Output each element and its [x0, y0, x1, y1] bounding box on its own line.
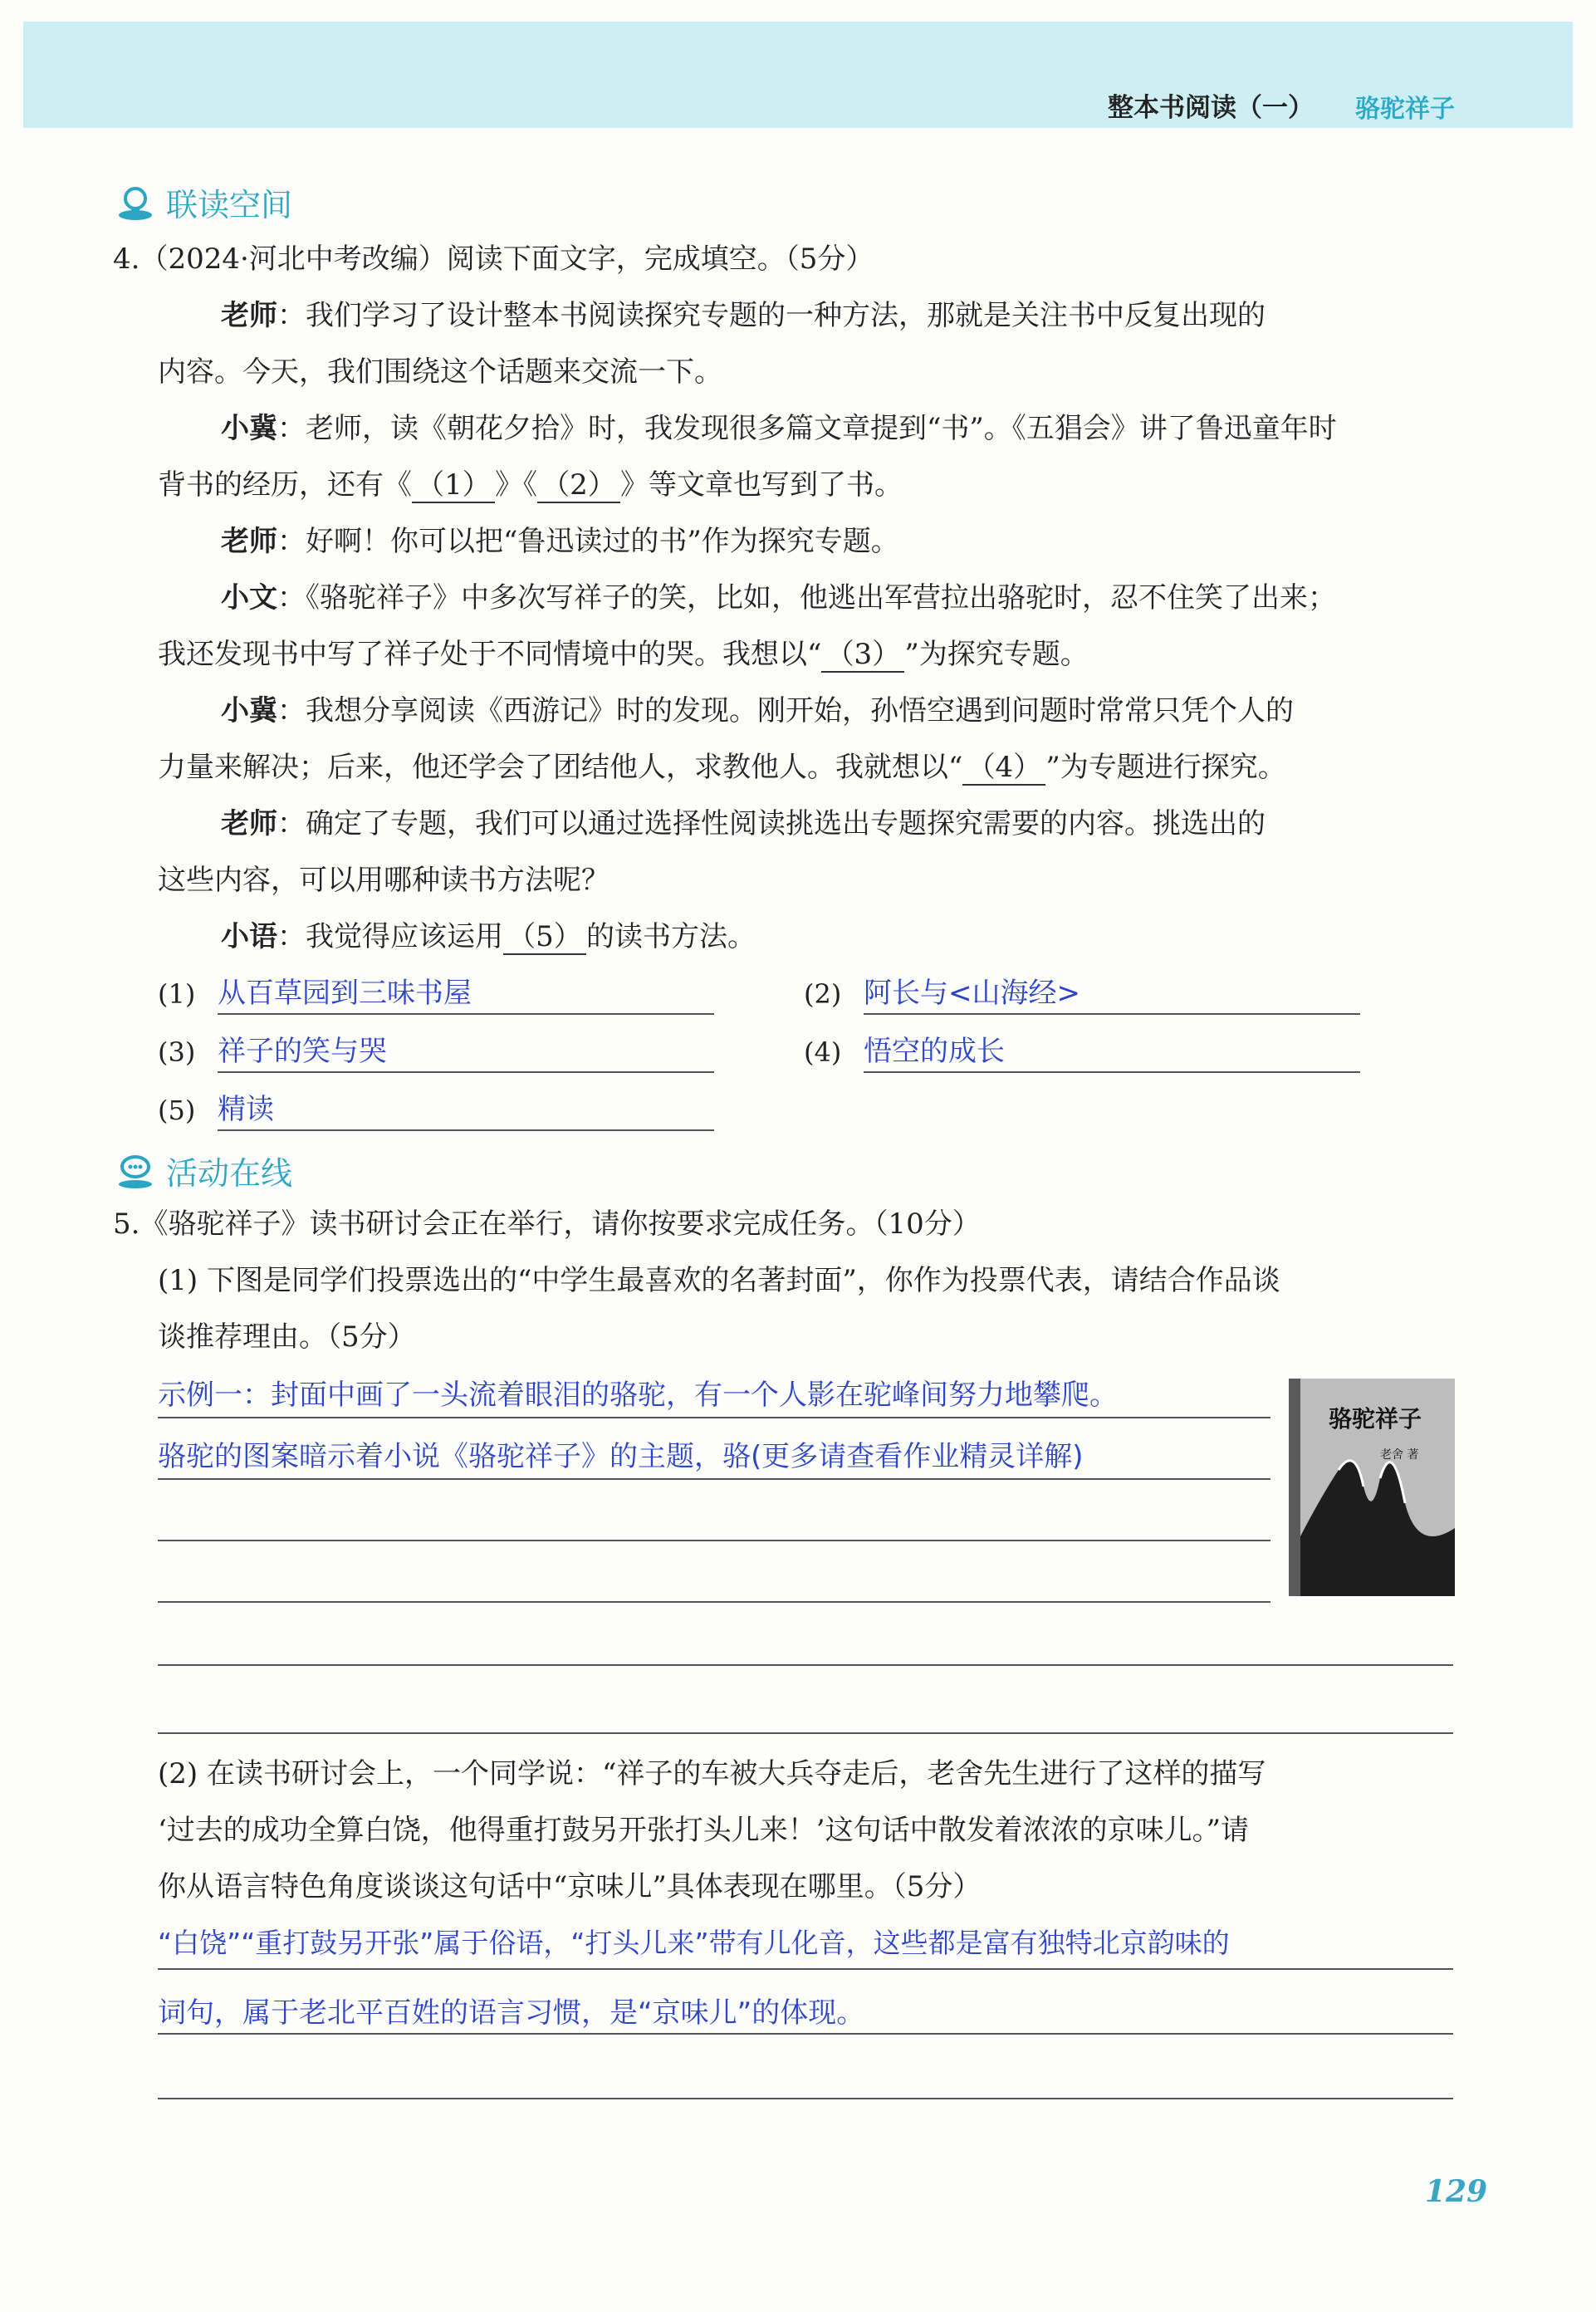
answer-num-4: (4) — [804, 1036, 842, 1068]
q5-part1-line-d — [158, 1601, 1270, 1603]
answer-num-2: (2) — [804, 978, 842, 1010]
answer-1: 从百草园到三味书屋 — [218, 977, 472, 1010]
q5-part1-line-f — [158, 1732, 1453, 1734]
answer-line-2 — [864, 1013, 1360, 1015]
q5-part1-line-c — [158, 1540, 1270, 1541]
q5-part1-line-e — [158, 1664, 1453, 1666]
answer-num-3: (3) — [158, 1036, 196, 1068]
q5-part1-line-b — [158, 1478, 1270, 1480]
q5-stem: 5.《骆驼祥子》读书研讨会正在举行，请你按要求完成任务。（10分） — [113, 1207, 981, 1241]
bulb-icon — [116, 184, 154, 222]
q4-line7: 我还发现书中写了祥子处于不同情境中的哭。我想以“ （3） ”为探究专题。 — [158, 638, 1089, 671]
q5-part2-line-b — [158, 2033, 1453, 2035]
blank-3: （3） — [821, 638, 904, 673]
header-band — [23, 22, 1573, 128]
answer-2: 阿长与<山海经> — [864, 977, 1080, 1010]
q4-line12: 小语：我觉得应该运用 （5） 的读书方法。 — [221, 920, 756, 953]
q4-stem: 4.（2024·河北中考改编）阅读下面文字，完成填空。（5分） — [113, 242, 874, 276]
q5-part2-answer-1: “白饶”“重打鼓另开张”属于俗语，“打头儿来”带有儿化音，这些都是富有独特北京韵味的 — [158, 1927, 1230, 1959]
q5-part1-line1: (1) 下图是同学们投票选出的“中学生最喜欢的名著封面”，你作为投票代表，请结合作品谈 — [158, 1264, 1280, 1297]
q5-part2-line-a — [158, 1968, 1453, 1970]
svg-text:骆驼祥子: 骆驼祥子 — [1329, 1405, 1422, 1433]
q4-line1: 老师：我们学习了设计整本书阅读探究专题的一种方法，那就是关注书中反复出现的 — [221, 299, 1266, 332]
header-subtitle: 骆驼祥子 — [1355, 95, 1455, 124]
page-number: 129 — [1425, 2174, 1488, 2209]
q4-line9: 力量来解决；后来，他还学会了团结他人，求教他人。我就想以“ （4） ”为专题进行探究。 — [158, 751, 1286, 784]
q5-part2-line3: 你从语言特色角度谈谈这句话中“京味儿”具体表现在哪里。（5分） — [158, 1870, 982, 1903]
q4-line2: 内容。今天，我们围绕这个话题来交流一下。 — [158, 355, 722, 389]
q5-part2-line-c — [158, 2098, 1453, 2099]
q5-part1-line-a — [158, 1417, 1270, 1418]
q5-part1-answer-1: 示例一：封面中画了一头流着眼泪的骆驼，有一个人影在驼峰间努力地攀爬。 — [158, 1379, 1118, 1412]
blank-5: （5） — [503, 920, 586, 955]
answer-num-1: (1) — [158, 978, 196, 1010]
q4-line10: 老师：确定了专题，我们可以通过选择性阅读挑选出专题探究需要的内容。挑选出的 — [221, 807, 1266, 840]
q4-line11: 这些内容，可以用哪种读书方法呢？ — [158, 864, 610, 897]
section-title-huo-dong: 活动在线 — [116, 1148, 292, 1193]
q4-line3: 小冀：老师，读《朝花夕拾》时，我发现很多篇文章提到“书”。《五猖会》讲了鲁迅童年时 — [221, 412, 1337, 445]
q4-line6: 小文：《骆驼祥子》中多次写祥子的笑，比如，他逃出军营拉出骆驼时，忍不住笑了出来； — [221, 581, 1336, 615]
answer-4: 悟空的成长 — [864, 1035, 1005, 1068]
answer-line-3 — [218, 1071, 714, 1073]
q5-part1-answer-2: 骆驼的图案暗示着小说《骆驼祥子》的主题，骆(更多请查看作业精灵详解) — [158, 1440, 1084, 1473]
chat-icon — [116, 1152, 154, 1190]
q5-part2-line1: (2) 在读书研讨会上，一个同学说：“祥子的车被大兵夺走后，老舍先生进行了这样的描写 — [158, 1757, 1266, 1790]
answer-line-4 — [864, 1071, 1360, 1073]
blank-1: （1） — [412, 468, 495, 503]
book-cover-image — [1289, 1379, 1455, 1596]
answer-line-1 — [218, 1013, 714, 1015]
answer-5: 精读 — [218, 1093, 274, 1126]
q4-line5: 老师：好啊！你可以把“鲁迅读过的书”作为探究专题。 — [221, 525, 899, 558]
q5-part1-line2: 谈推荐理由。（5分） — [158, 1320, 416, 1354]
q5-part2-line2: ‘过去的成功全算白饶，他得重打鼓另开张打头儿来！’这句话中散发着浓浓的京味儿。”请 — [158, 1814, 1249, 1847]
section-title-lian-du: 联读空间 — [116, 179, 292, 225]
answer-num-5: (5) — [158, 1095, 196, 1126]
q5-part2-answer-2: 词句，属于老北平百姓的语言习惯，是“京味儿”的体现。 — [158, 1996, 865, 2030]
blank-4: （4） — [962, 751, 1045, 786]
blank-2: （2） — [537, 468, 620, 503]
answer-3: 祥子的笑与哭 — [218, 1035, 387, 1068]
answer-line-5 — [218, 1129, 714, 1131]
svg-text:老舍 著: 老舍 著 — [1380, 1448, 1419, 1462]
q4-line4: 背书的经历，还有《 （1） 》《 （2） 》等文章也写到了书。 — [158, 468, 903, 502]
header-title: 整本书阅读（一） — [1108, 93, 1314, 123]
q4-line8: 小冀：我想分享阅读《西游记》时的发现。刚开始，孙悟空遇到问题时常常只凭个人的 — [221, 694, 1294, 727]
